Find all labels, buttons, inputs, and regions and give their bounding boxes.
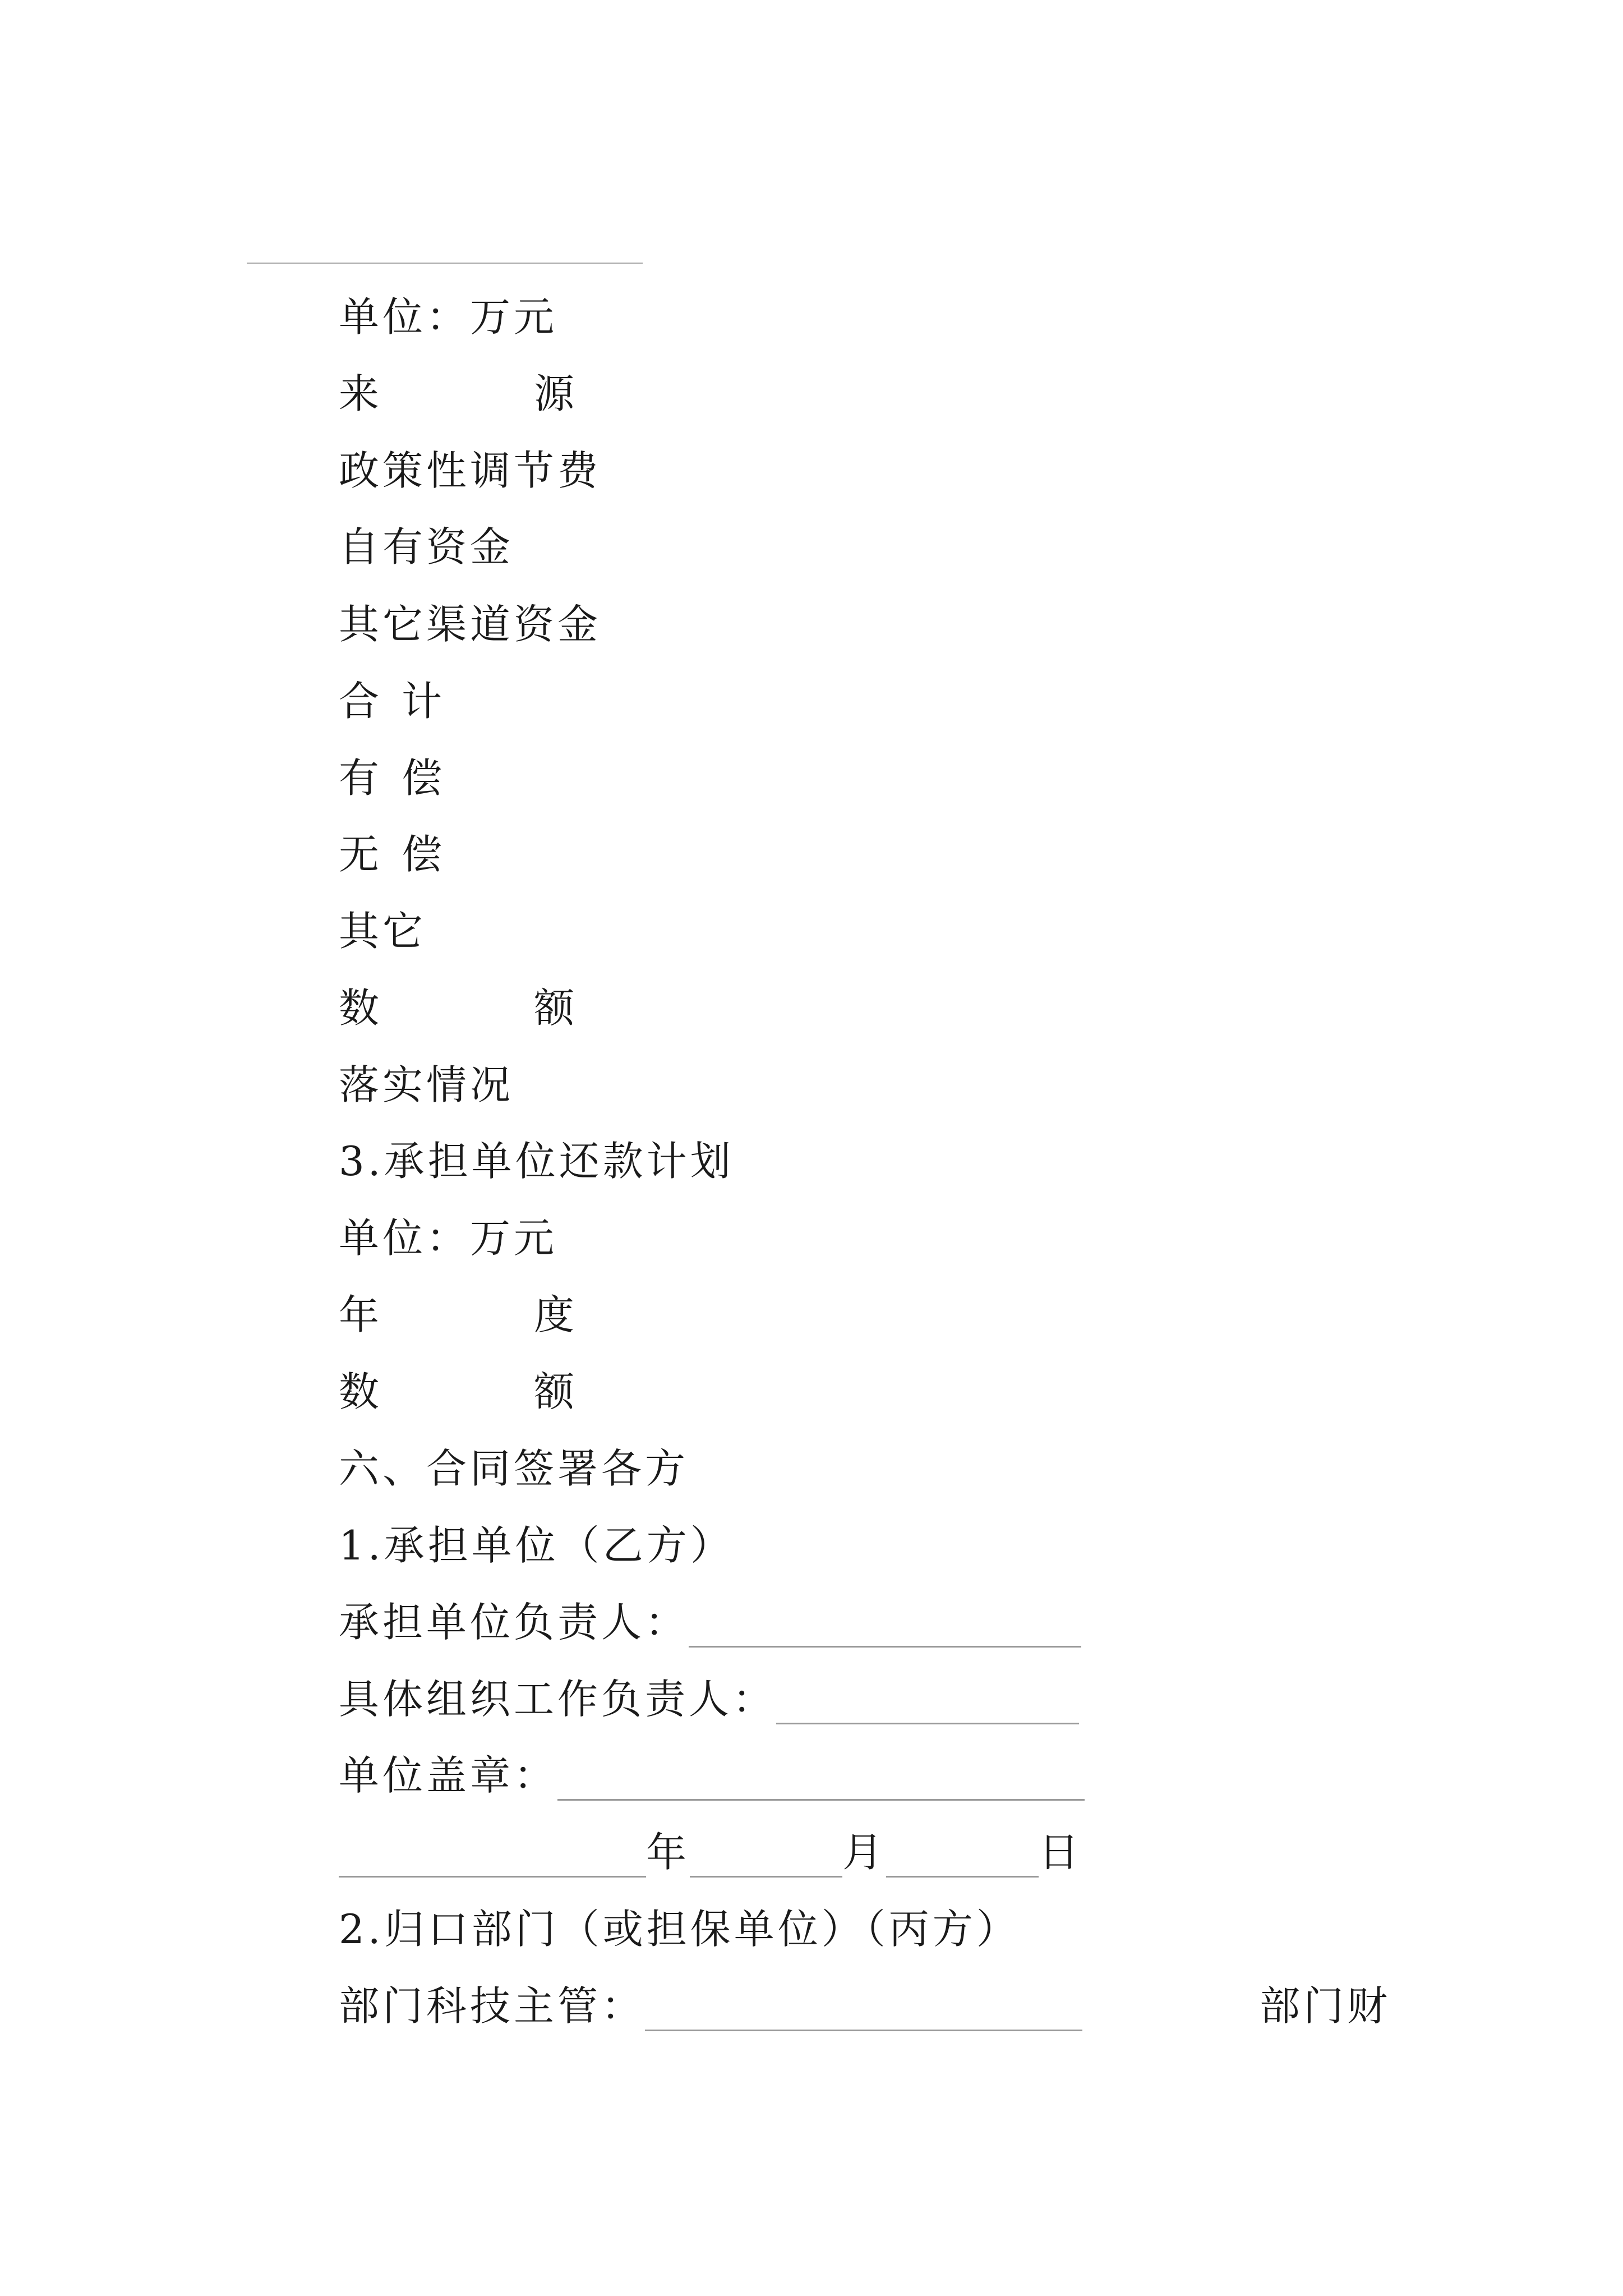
row-total [339, 676, 445, 726]
repayment-amount-header [339, 1366, 578, 1417]
row-other: 其它 [339, 908, 427, 955]
funding-source-header [339, 369, 578, 419]
party-c-tech-supervisor-label: 部门科技主管： [339, 1982, 645, 2030]
year-header-left: 年 [339, 1291, 383, 1338]
row-other-channels: 其它渠道资金 [339, 601, 602, 648]
party-b-heading: 1.承担单位（乙方） [339, 1522, 734, 1569]
party-b-org-leader-row [339, 1674, 1079, 1724]
repayment-unit-label: 单位：万元 [339, 1214, 558, 1262]
funding-amount-header [339, 983, 578, 1033]
date-month-label: 月 [842, 1829, 887, 1876]
source-header-left: 来 [339, 370, 383, 417]
date-day-blank[interactable] [886, 1840, 1039, 1878]
party-c-finance-partial: 部门财 [1260, 1982, 1391, 2030]
signatories-heading: 六、合同签署各方 [339, 1445, 689, 1492]
date-day-label: 日 [1039, 1829, 1083, 1876]
row-total-b: 计 [402, 678, 446, 725]
amount-header-left: 数 [339, 984, 383, 1032]
party-c-tech-supervisor-blank[interactable] [645, 1994, 1082, 2031]
row-nonrepayable-b: 偿 [402, 831, 446, 878]
row-nonrepayable [339, 829, 445, 880]
party-b-leader-label: 承担单位负责人： [339, 1599, 689, 1646]
date-month-blank[interactable] [690, 1840, 842, 1878]
year-header-right: 度 [534, 1291, 578, 1338]
party-b-org-leader-label: 具体组织工作负责人： [339, 1676, 777, 1723]
row-repayable-b: 偿 [402, 754, 446, 802]
repayment-year-header [339, 1290, 578, 1340]
row-nonrepayable-a: 无 [339, 831, 383, 878]
amount-header-right: 额 [534, 984, 578, 1032]
repayment-amount-right: 额 [534, 1368, 578, 1415]
party-b-seal-blank[interactable] [557, 1763, 1085, 1801]
party-b-org-leader-blank[interactable] [776, 1687, 1079, 1724]
party-b-leader-row [339, 1597, 1081, 1648]
row-total-a: 合 [339, 678, 383, 725]
funding-unit-label: 单位：万元 [339, 293, 558, 341]
row-own-funds: 自有资金 [339, 523, 514, 570]
party-c-tech-supervisor-row [339, 1981, 1082, 2031]
row-repayable [339, 753, 445, 803]
party-b-seal-row [339, 1750, 1085, 1801]
row-policy-fee: 政策性调节费 [339, 447, 602, 494]
repayment-heading: 3.承担单位还款计划 [339, 1138, 734, 1185]
source-header-right: 源 [534, 370, 578, 417]
date-year-blank[interactable] [339, 1840, 646, 1878]
date-year-label: 年 [646, 1829, 690, 1876]
repayment-amount-left: 数 [339, 1368, 383, 1415]
row-repayable-a: 有 [339, 754, 383, 802]
date-row [339, 1827, 1082, 1878]
party-b-leader-blank[interactable] [689, 1610, 1081, 1648]
top-divider-line [247, 263, 643, 264]
party-c-heading: 2.归口部门（或担保单位）（丙方） [339, 1906, 1020, 1953]
party-b-seal-label: 单位盖章： [339, 1752, 558, 1799]
implementation-status: 落实情况 [339, 1061, 514, 1108]
